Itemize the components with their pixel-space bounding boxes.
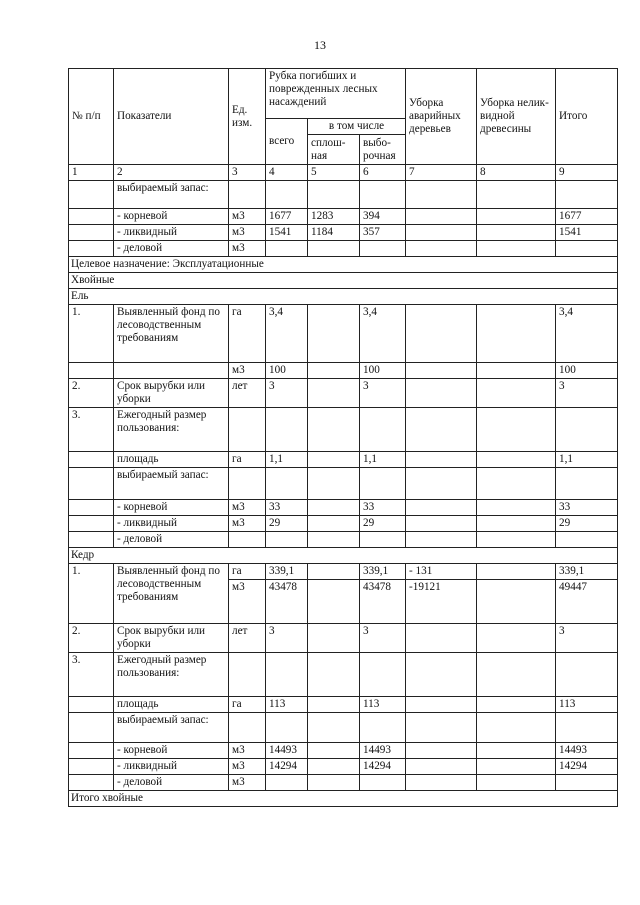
table-row — [69, 363, 618, 379]
table-cell: 33 — [266, 500, 308, 516]
table-row — [69, 408, 618, 452]
table-cell: 3,4 — [360, 305, 406, 363]
table-cell — [308, 305, 360, 363]
table-cell: - 131 — [406, 564, 477, 580]
section-row — [69, 257, 618, 273]
table-cell — [69, 225, 114, 241]
table-cell: - деловой — [114, 775, 229, 791]
header-clear: сплош-ная — [308, 135, 360, 165]
table-cell: 29 — [556, 516, 618, 532]
table-row — [69, 241, 618, 257]
table-cell: - деловой — [114, 241, 229, 257]
section-row — [69, 273, 618, 289]
table-cell — [266, 775, 308, 791]
table-cell — [406, 743, 477, 759]
table-cell — [406, 500, 477, 516]
table-cell: м3 — [229, 743, 266, 759]
table-row — [69, 532, 618, 548]
table-row — [69, 516, 618, 532]
table-cell: Выявленный фонд по лесоводственным требованиям — [114, 305, 229, 363]
table-cell — [308, 759, 360, 775]
table-cell — [229, 468, 266, 500]
table-cell: Ежегодный размер пользования: — [114, 653, 229, 697]
table-cell: 113 — [266, 697, 308, 713]
table-cell: 49447 — [556, 580, 618, 624]
table-cell: лет — [229, 379, 266, 408]
table-cell — [360, 181, 406, 209]
table-cell: выбираемый запас: — [114, 181, 229, 209]
table-cell — [556, 241, 618, 257]
table-cell: - ликвидный — [114, 516, 229, 532]
table-cell: 4 — [266, 165, 308, 181]
table-cell — [308, 743, 360, 759]
table-cell: м3 — [229, 225, 266, 241]
table-cell — [308, 181, 360, 209]
table-cell: м3 — [229, 209, 266, 225]
table-row — [69, 697, 618, 713]
table-cell — [266, 181, 308, 209]
table-cell — [266, 713, 308, 743]
table-cell — [556, 775, 618, 791]
table-cell — [308, 713, 360, 743]
table-cell — [308, 363, 360, 379]
section-row — [69, 791, 618, 807]
table-cell — [556, 653, 618, 697]
table-cell — [229, 408, 266, 452]
table-cell: 14294 — [266, 759, 308, 775]
table-cell: - ликвидный — [114, 225, 229, 241]
table-cell: м3 — [229, 775, 266, 791]
table-cell: 3 — [360, 379, 406, 408]
table-cell: 14294 — [360, 759, 406, 775]
table-cell: 357 — [360, 225, 406, 241]
table-cell — [69, 209, 114, 225]
table-cell — [477, 181, 556, 209]
section-label: Целевое назначение: Эксплуатационные — [69, 257, 618, 273]
table-row — [69, 713, 618, 743]
table-cell: 1 — [69, 165, 114, 181]
table-cell: - ликвидный — [114, 759, 229, 775]
table-cell: 1184 — [308, 225, 360, 241]
table-cell — [406, 408, 477, 452]
table-cell: 1,1 — [556, 452, 618, 468]
table-cell: Выявленный фонд по лесоводственным требованиям — [114, 564, 229, 624]
table-cell — [69, 241, 114, 257]
table-cell: 1. — [69, 564, 114, 624]
table-cell: м3 — [229, 580, 266, 624]
header-illiquid: Уборка нелик-видной древесины — [477, 69, 556, 165]
table-cell — [69, 697, 114, 713]
table-cell — [308, 697, 360, 713]
table-cell: м3 — [229, 759, 266, 775]
table-cell: Срок вырубки или уборки — [114, 624, 229, 653]
table-cell: 1283 — [308, 209, 360, 225]
table-cell — [406, 379, 477, 408]
section-label: Итого хвойные — [69, 791, 618, 807]
table-cell — [406, 225, 477, 241]
table-cell: 43478 — [360, 580, 406, 624]
table-cell — [556, 713, 618, 743]
table-cell — [308, 241, 360, 257]
table-cell — [69, 500, 114, 516]
table-cell — [477, 759, 556, 775]
table-cell: 33 — [360, 500, 406, 516]
header-felling-total: всего — [266, 119, 308, 165]
table-cell: 113 — [360, 697, 406, 713]
table-cell — [406, 468, 477, 500]
table-cell: 3 — [556, 624, 618, 653]
table-cell: лет — [229, 624, 266, 653]
table-cell: 33 — [556, 500, 618, 516]
table-cell: 1677 — [556, 209, 618, 225]
table-cell: м3 — [229, 500, 266, 516]
table-cell — [308, 653, 360, 697]
table-cell: 9 — [556, 165, 618, 181]
table-cell: 29 — [360, 516, 406, 532]
table-cell: площадь — [114, 452, 229, 468]
table-cell — [266, 532, 308, 548]
table-cell — [360, 468, 406, 500]
table-cell: площадь — [114, 697, 229, 713]
table-cell: 339,1 — [360, 564, 406, 580]
table-cell: - корневой — [114, 209, 229, 225]
table-row — [69, 209, 618, 225]
table-cell — [477, 564, 556, 580]
table-cell — [69, 468, 114, 500]
header-total: Итого — [556, 69, 618, 165]
header-selective: выбо-рочная — [360, 135, 406, 165]
section-label: Кедр — [69, 548, 618, 564]
table-cell — [406, 241, 477, 257]
table-cell: га — [229, 452, 266, 468]
table-cell — [308, 452, 360, 468]
table-cell — [406, 181, 477, 209]
table-cell — [477, 743, 556, 759]
table-cell: м3 — [229, 241, 266, 257]
table-cell — [69, 181, 114, 209]
table-cell: 1541 — [266, 225, 308, 241]
table-cell — [477, 241, 556, 257]
table-cell: - деловой — [114, 532, 229, 548]
table-cell: 8 — [477, 165, 556, 181]
table-cell — [69, 516, 114, 532]
table-cell — [360, 241, 406, 257]
table-cell: 2. — [69, 624, 114, 653]
table-cell — [308, 408, 360, 452]
section-row — [69, 548, 618, 564]
table-cell: 14493 — [360, 743, 406, 759]
table-cell — [69, 363, 114, 379]
table-cell — [477, 305, 556, 363]
table-cell: 1541 — [556, 225, 618, 241]
table-cell — [360, 713, 406, 743]
table-cell — [406, 775, 477, 791]
table-cell: Ежегодный размер пользования: — [114, 408, 229, 452]
table-cell: - корневой — [114, 743, 229, 759]
table-cell: 339,1 — [266, 564, 308, 580]
table-cell — [69, 759, 114, 775]
table-cell — [477, 468, 556, 500]
table-cell: Срок вырубки или уборки — [114, 379, 229, 408]
table-cell — [406, 624, 477, 653]
table-cell: 100 — [266, 363, 308, 379]
table-cell — [229, 181, 266, 209]
table-cell — [308, 468, 360, 500]
table-cell — [477, 209, 556, 225]
table-cell — [477, 500, 556, 516]
table-cell: 100 — [556, 363, 618, 379]
header-num: № п/п — [69, 69, 114, 165]
table-cell — [308, 500, 360, 516]
table-cell — [308, 564, 360, 580]
table-cell: 29 — [266, 516, 308, 532]
section-label: Ель — [69, 289, 618, 305]
table-cell: 14294 — [556, 759, 618, 775]
table-row — [69, 653, 618, 697]
table-row — [69, 624, 618, 653]
table-cell — [406, 363, 477, 379]
table-cell: га — [229, 697, 266, 713]
table-cell: га — [229, 564, 266, 580]
table-cell: 3 — [556, 379, 618, 408]
table-row — [69, 452, 618, 468]
table-cell — [266, 468, 308, 500]
table-cell: 3,4 — [556, 305, 618, 363]
table-row — [69, 564, 618, 580]
table-cell: 1,1 — [266, 452, 308, 468]
table-cell — [308, 379, 360, 408]
header-row — [69, 69, 618, 119]
table-cell — [229, 532, 266, 548]
table-row — [69, 775, 618, 791]
table-cell: м3 — [229, 363, 266, 379]
table-cell — [69, 743, 114, 759]
table-cell: 2 — [114, 165, 229, 181]
table-cell: выбираемый запас: — [114, 468, 229, 500]
forest-use-table — [68, 68, 618, 807]
table-cell — [477, 697, 556, 713]
table-cell — [477, 225, 556, 241]
table-row — [69, 468, 618, 500]
table-cell — [69, 452, 114, 468]
table-cell — [406, 653, 477, 697]
table-cell: 3 — [360, 624, 406, 653]
table-cell: 14493 — [266, 743, 308, 759]
table-cell — [360, 532, 406, 548]
table-cell — [69, 775, 114, 791]
table-cell — [406, 516, 477, 532]
table-cell: га — [229, 305, 266, 363]
table-cell — [406, 697, 477, 713]
table-cell — [406, 452, 477, 468]
table-cell — [266, 408, 308, 452]
table-cell — [477, 775, 556, 791]
table-cell — [360, 653, 406, 697]
table-cell — [266, 241, 308, 257]
table-cell — [406, 713, 477, 743]
table-cell — [229, 713, 266, 743]
table-cell — [69, 532, 114, 548]
table-cell: выбираемый запас: — [114, 713, 229, 743]
table-cell: 43478 — [266, 580, 308, 624]
table-cell — [477, 379, 556, 408]
header-felling-group: Рубка погибших и поврежденных лесных насаждений — [266, 69, 406, 119]
table-cell: 2. — [69, 379, 114, 408]
table-row — [69, 305, 618, 363]
table-cell — [477, 653, 556, 697]
table-cell — [406, 532, 477, 548]
table-cell — [308, 580, 360, 624]
table-cell — [114, 363, 229, 379]
table-cell — [229, 653, 266, 697]
section-label: Хвойные — [69, 273, 618, 289]
table-cell: 14493 — [556, 743, 618, 759]
table-cell — [360, 775, 406, 791]
table-cell — [360, 408, 406, 452]
table-cell: -19121 — [406, 580, 477, 624]
header-in-that-number: в том числе — [308, 119, 406, 135]
section-row — [69, 289, 618, 305]
table-cell — [308, 775, 360, 791]
page-number: 13 — [314, 38, 326, 52]
table-cell — [69, 713, 114, 743]
table-cell: 1. — [69, 305, 114, 363]
table-cell: 339,1 — [556, 564, 618, 580]
table-cell: м3 — [229, 516, 266, 532]
table-row — [69, 759, 618, 775]
table-cell: 3,4 — [266, 305, 308, 363]
table-cell: 5 — [308, 165, 360, 181]
table-cell — [477, 713, 556, 743]
table-cell — [406, 209, 477, 225]
table-cell — [556, 468, 618, 500]
table-cell — [477, 452, 556, 468]
header-unit: Ед. изм. — [229, 69, 266, 165]
table-cell — [477, 532, 556, 548]
table-cell: 3 — [229, 165, 266, 181]
table-cell — [477, 408, 556, 452]
table-cell: 3. — [69, 408, 114, 452]
table-cell: 3 — [266, 379, 308, 408]
table-row — [69, 225, 618, 241]
table-cell — [406, 759, 477, 775]
table-cell — [266, 653, 308, 697]
table-cell: 7 — [406, 165, 477, 181]
header-emergency: Уборка аварийных деревьев — [406, 69, 477, 165]
table-cell: 1677 — [266, 209, 308, 225]
table-cell — [477, 516, 556, 532]
table-row — [69, 181, 618, 209]
table-cell — [477, 580, 556, 624]
table-cell: 113 — [556, 697, 618, 713]
table-cell — [406, 305, 477, 363]
table-row — [69, 165, 618, 181]
table-cell — [556, 532, 618, 548]
table-row — [69, 743, 618, 759]
table-cell: - корневой — [114, 500, 229, 516]
table-cell: 3 — [266, 624, 308, 653]
table-row — [69, 379, 618, 408]
header-indicator: Показатели — [114, 69, 229, 165]
table-cell — [308, 516, 360, 532]
table-cell — [308, 532, 360, 548]
table-cell: 1,1 — [360, 452, 406, 468]
table-cell — [477, 363, 556, 379]
table-cell: 394 — [360, 209, 406, 225]
table-cell — [477, 624, 556, 653]
table-cell: 100 — [360, 363, 406, 379]
table-cell — [308, 624, 360, 653]
table-cell — [556, 408, 618, 452]
table-cell: 6 — [360, 165, 406, 181]
table-row — [69, 500, 618, 516]
table-cell: 3. — [69, 653, 114, 697]
table-cell — [556, 181, 618, 209]
